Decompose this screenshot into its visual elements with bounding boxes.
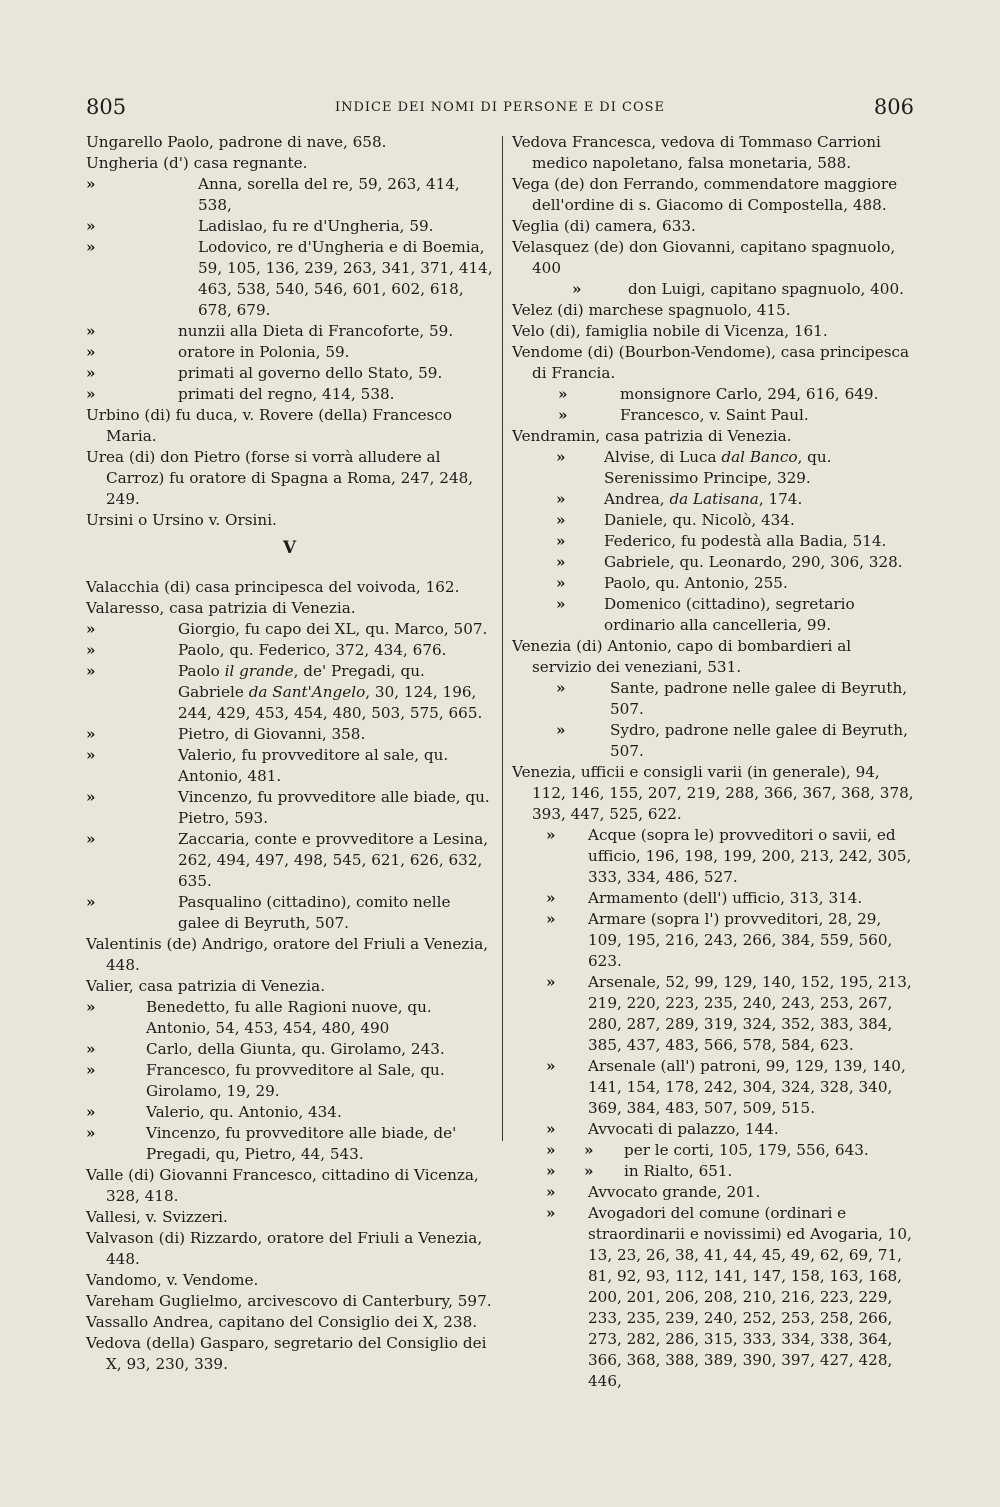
index-subentry: » Vincenzo, fu provveditore alle biade, de' Pregadi, qu, Pietro, 44, 543. bbox=[86, 1124, 457, 1163]
index-entry: Valvason (di) Rizzardo, oratore del Friuli a Venezia, 448. bbox=[86, 1229, 483, 1268]
index-subentry: » Vincenzo, fu provveditore alle biade, qu. Pietro, 593. bbox=[86, 788, 490, 827]
ditto-mark: » bbox=[86, 893, 96, 911]
index-subentry: » Armamento (dell') ufficio, 313, 314. bbox=[546, 889, 863, 907]
index-entry: Ungarello Paolo, padrone di nave, 658. bbox=[86, 133, 387, 151]
index-entry: Valacchia (di) casa principesca del voivoda, 162. bbox=[86, 578, 460, 596]
index-entry: Velasquez (de) don Giovanni, capitano spagnuolo, 400 bbox=[512, 238, 896, 277]
running-header bbox=[86, 92, 914, 122]
index-entry: Valle (di) Giovanni Francesco, cittadino di Vicenza, 328, 418. bbox=[86, 1166, 479, 1205]
index-subentry: » nunzii alla Dieta di Francoforte, 59. bbox=[86, 322, 454, 340]
index-subentry: » Alvise, di Luca dal Banco, qu. Serenissimo Principe, 329. bbox=[556, 448, 832, 487]
index-subentry: » Ladislao, fu re d'Ungheria, 59. bbox=[86, 217, 434, 235]
ditto-mark: » bbox=[546, 1162, 556, 1180]
index-subentry: » » in Rialto, 651. bbox=[546, 1162, 733, 1180]
ditto-mark: » bbox=[546, 1183, 556, 1201]
index-entry: Vega (de) don Ferrando, commendatore maggiore dell'ordine di s. Giacomo di Compostella, 488. bbox=[512, 175, 898, 214]
ditto-mark: » bbox=[546, 1120, 556, 1138]
index-subentry: » Paolo il grande, de' Pregadi, qu. Gabriele da Sant'Angelo, 30, 124, 196, 244, 429, 453, 454, 480, 503, 575, 665. bbox=[86, 662, 483, 722]
index-entry: Vareham Guglielmo, arcivescovo di Canterbury, 597. bbox=[86, 1292, 492, 1310]
right-column bbox=[512, 132, 914, 1392]
index-subentry: » Francesco, v. Saint Paul. bbox=[558, 406, 809, 424]
ditto-mark: » bbox=[546, 1057, 556, 1075]
ditto-mark: » bbox=[556, 553, 566, 571]
section-letter: V bbox=[282, 538, 297, 558]
index-entry: Valentinis (de) Andrigo, oratore del Friuli a Venezia, 448. bbox=[86, 935, 489, 974]
ditto-mark: » bbox=[86, 746, 96, 764]
ditto-mark: » bbox=[86, 385, 96, 403]
index-subentry: » Paolo, qu. Antonio, 255. bbox=[556, 574, 788, 592]
index-subentry: » Anna, sorella del re, 59, 263, 414, 538, bbox=[86, 175, 460, 214]
index-subentry: » Valerio, fu provveditore al sale, qu. Antonio, 481. bbox=[86, 746, 449, 785]
index-subentry: » Sante, padrone nelle galee di Beyruth, 507. bbox=[556, 679, 908, 718]
ditto-mark: » bbox=[86, 217, 96, 235]
ditto-mark: » bbox=[556, 448, 566, 466]
index-entry: Valier, casa patrizia di Venezia. bbox=[86, 977, 326, 995]
ditto-mark: » bbox=[86, 788, 96, 806]
index-subentry: » Pietro, di Giovanni, 358. bbox=[86, 725, 366, 743]
index-subentry: » Giorgio, fu capo dei XL, qu. Marco, 507. bbox=[86, 620, 488, 638]
index-subentry: » » per le corti, 105, 179, 556, 643. bbox=[546, 1141, 869, 1159]
ditto-mark: » bbox=[86, 662, 96, 680]
index-subentry: » Arsenale, 52, 99, 129, 140, 152, 195, 213, 219, 220, 223, 235, 240, 243, 253, 267, 280, 287, 289, 319, 324, 352, 383, 384, 385, 437, 483, 566, 578, 584, 623. bbox=[546, 973, 912, 1054]
index-entry: Vedova (della) Gasparo, segretario del Consiglio dei X, 93, 230, 339. bbox=[86, 1334, 487, 1373]
index-subentry: » Valerio, qu. Antonio, 434. bbox=[86, 1103, 342, 1121]
ditto-mark: » bbox=[86, 175, 96, 193]
ditto-mark: » bbox=[86, 641, 96, 659]
index-subentry: » Paolo, qu. Federico, 372, 434, 676. bbox=[86, 641, 447, 659]
ditto-mark: » bbox=[86, 343, 96, 361]
index-subentry: » Sydro, padrone nelle galee di Beyruth, 507. bbox=[556, 721, 908, 760]
ditto-mark: » bbox=[556, 532, 566, 550]
index-subentry: » Andrea, da Latisana, 174. bbox=[556, 490, 803, 508]
ditto-mark: » bbox=[546, 1141, 556, 1159]
ditto-mark: » bbox=[556, 574, 566, 592]
index-subentry: » oratore in Polonia, 59. bbox=[86, 343, 350, 361]
index-subentry: » Avvocati di palazzo, 144. bbox=[546, 1120, 779, 1138]
ditto-mark: » bbox=[86, 1040, 96, 1058]
index-entry: Venezia, ufficii e consigli varii (in generale), 94, 112, 146, 155, 207, 219, 288, 366, 367, 368, 378, 393, 447, 525, 622. bbox=[512, 763, 914, 823]
index-entry: Venezia (di) Antonio, capo di bombardieri al servizio dei veneziani, 531. bbox=[512, 637, 852, 676]
index-subentry: » Arsenale (all') patroni, 99, 129, 139, 140, 141, 154, 178, 242, 304, 324, 328, 340, 369, 384, 483, 507, 509, 515. bbox=[546, 1057, 906, 1117]
ditto-mark: » bbox=[584, 1141, 594, 1159]
ditto-mark: » bbox=[556, 595, 566, 613]
index-subentry: » Armare (sopra l') provveditori, 28, 29, 109, 195, 216, 243, 266, 384, 559, 560, 623. bbox=[546, 910, 893, 970]
index-subentry: » Avogadori del comune (ordinari e straordinarii e novissimi) ed Avogaria, 10, 13, 23, 26, 38, 41, 44, 45, 49, 62, 69, 71, 81, 92, 93, 112, 141, 147, 158, 163, 168, 200, 201, 206, 208, 210, 216, 223, 229, 233, 235, 239, 240, 252, 253, 258, 266, 273, 282, 286, 315, 333, 334, 338, 364, 366, 368, 388, 389, 390, 397, 427, 428, 446, bbox=[546, 1204, 912, 1390]
index-entry: Vassallo Andrea, capitano del Consiglio dei X, 238. bbox=[86, 1313, 478, 1331]
index-entry: Velo (di), famiglia nobile di Vicenza, 161. bbox=[512, 322, 828, 340]
index-subentry: » Benedetto, fu alle Ragioni nuove, qu. Antonio, 54, 453, 454, 480, 490 bbox=[86, 998, 432, 1037]
index-subentry: » Avvocato grande, 201. bbox=[546, 1183, 761, 1201]
index-subentry: » Zaccaria, conte e provveditore a Lesina, 262, 494, 497, 498, 545, 621, 626, 632, 635. bbox=[86, 830, 489, 890]
left-page-number: 805 bbox=[86, 95, 127, 119]
ditto-mark: » bbox=[546, 889, 556, 907]
index-subentry: » primati al governo dello Stato, 59. bbox=[86, 364, 443, 382]
index-subentry: » Domenico (cittadino), segretario ordinario alla cancelleria, 99. bbox=[556, 595, 855, 634]
ditto-mark: » bbox=[86, 620, 96, 638]
index-subentry: » Pasqualino (cittadino), comito nelle galee di Beyruth, 507. bbox=[86, 893, 451, 932]
ditto-mark: » bbox=[556, 490, 566, 508]
index-entry: Urea (di) don Pietro (forse si vorrà alludere al Carroz) fu oratore di Spagna a Roma, 247, 248, 249. bbox=[86, 448, 474, 508]
ditto-mark: » bbox=[546, 910, 556, 928]
index-entry: Vendramin, casa patrizia di Venezia. bbox=[512, 427, 792, 445]
ditto-mark: » bbox=[546, 1204, 556, 1222]
index-subentry: » Acque (sopra le) provveditori o savii, ed ufficio, 196, 198, 199, 200, 213, 242, 305, 333, 334, 486, 527. bbox=[546, 826, 912, 886]
index-entry: Vedova Francesca, vedova di Tommaso Carrioni medico napoletano, falsa monetaria, 588. bbox=[512, 133, 881, 172]
ditto-mark: » bbox=[86, 725, 96, 743]
ditto-mark: » bbox=[556, 721, 566, 739]
index-entry: Ursini o Ursino v. Orsini. bbox=[86, 511, 277, 529]
ditto-mark: » bbox=[572, 280, 582, 298]
column-divider bbox=[502, 136, 503, 1141]
index-entry: Vallesi, v. Svizzeri. bbox=[86, 1208, 228, 1226]
index-subentry: » don Luigi, capitano spagnuolo, 400. bbox=[572, 280, 904, 298]
ditto-mark: » bbox=[556, 679, 566, 697]
index-subentry: » monsignore Carlo, 294, 616, 649. bbox=[558, 385, 879, 403]
index-subentry: » primati del regno, 414, 538. bbox=[86, 385, 395, 403]
ditto-mark: » bbox=[86, 830, 96, 848]
index-subentry: » Francesco, fu provveditore al Sale, qu. Girolamo, 19, 29. bbox=[86, 1061, 445, 1100]
index-entry: Urbino (di) fu duca, v. Rovere (della) Francesco Maria. bbox=[86, 406, 452, 445]
index-subentry: » Gabriele, qu. Leonardo, 290, 306, 328. bbox=[556, 553, 903, 571]
ditto-mark: » bbox=[556, 511, 566, 529]
index-entry: Valaresso, casa patrizia di Venezia. bbox=[86, 599, 356, 617]
index-subentry: » Lodovico, re d'Ungheria e di Boemia, 59, 105, 136, 239, 263, 341, 371, 414, 463, 538, 540, 546, 601, 602, 618, 678, 679. bbox=[86, 238, 493, 319]
ditto-mark: » bbox=[546, 826, 556, 844]
ditto-mark: » bbox=[86, 1061, 96, 1079]
ditto-mark: » bbox=[86, 1124, 96, 1142]
left-column bbox=[86, 132, 493, 1375]
ditto-mark: » bbox=[558, 406, 568, 424]
right-page-number: 806 bbox=[873, 95, 914, 119]
ditto-mark: » bbox=[86, 364, 96, 382]
index-entry: Vendome (di) (Bourbon-Vendome), casa principesca di Francia. bbox=[512, 343, 910, 382]
index-entry: Vandomo, v. Vendome. bbox=[86, 1271, 259, 1289]
running-title: INDICE DEI NOMI DI PERSONE E DI COSE bbox=[334, 99, 666, 115]
ditto-mark: » bbox=[584, 1162, 594, 1180]
index-subentry: » Federico, fu podestà alla Badia, 514. bbox=[556, 532, 887, 550]
ditto-mark: » bbox=[558, 385, 568, 403]
index-subentry: » Carlo, della Giunta, qu. Girolamo, 243. bbox=[86, 1040, 445, 1058]
ditto-mark: » bbox=[86, 322, 96, 340]
ditto-mark: » bbox=[86, 238, 96, 256]
ditto-mark: » bbox=[546, 973, 556, 991]
index-subentry: » Daniele, qu. Nicolò, 434. bbox=[556, 511, 795, 529]
index-entry: Veglia (di) camera, 633. bbox=[512, 217, 696, 235]
ditto-mark: » bbox=[86, 998, 96, 1016]
ditto-mark: » bbox=[86, 1103, 96, 1121]
index-entry: Velez (di) marchese spagnuolo, 415. bbox=[512, 301, 791, 319]
index-entry: Ungheria (d') casa regnante. bbox=[86, 154, 308, 172]
